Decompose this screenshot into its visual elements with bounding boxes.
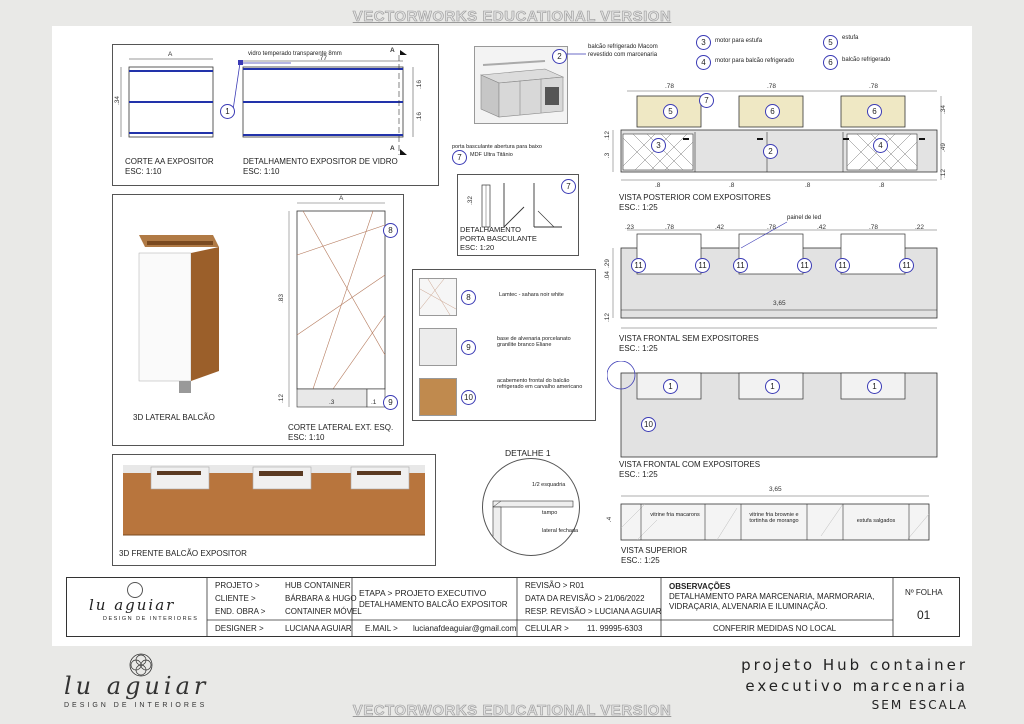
vista-frontal-com xyxy=(607,361,947,486)
vfc-title: VISTA FRONTAL COM EXPOSITORES xyxy=(619,460,761,469)
porta-scale: ESC: 1:20 xyxy=(460,243,495,252)
folha-label: Nº FOLHA xyxy=(905,588,943,597)
vfs-left-04: .04 xyxy=(604,270,612,281)
watermark-bottom: VECTORWORKS EDUCATIONAL VERSION xyxy=(352,702,672,719)
vidro-title: DETALHAMENTO EXPOSITOR DE VIDRO xyxy=(243,157,398,166)
legend-marker-4: 4 xyxy=(696,55,711,70)
cl-marker-8: 8 xyxy=(383,223,398,238)
vp-dim-3: .78 xyxy=(869,83,879,90)
section-a-top: A xyxy=(390,47,395,54)
balcao-ref-note-2: revestido com marcenaria xyxy=(588,52,658,58)
drawing-sheet xyxy=(52,26,972,646)
panel-frente-3d xyxy=(112,454,436,566)
revisao: REVISÃO > R01 xyxy=(525,581,585,590)
titleblock-logo-sub: DESIGN DE INTERIORES xyxy=(103,616,199,622)
footer-line-2: executivo marcenaria xyxy=(745,677,968,695)
dim-32: .32 xyxy=(467,195,475,206)
vs-label-1: vitrine fria macarons xyxy=(650,512,700,518)
panel-corte-aa xyxy=(112,44,439,186)
etapa-sub: DETALHAMENTO BALCÃO EXPOSITOR xyxy=(359,600,508,609)
panel-materials xyxy=(412,269,596,421)
section-a-bottom: A xyxy=(390,145,395,152)
vs-title: VISTA SUPERIOR xyxy=(621,546,688,555)
vfs-marker-11a: 11 xyxy=(631,258,646,273)
designer-value: LUCIANA AGUIAR xyxy=(285,624,352,633)
marker-1: 1 xyxy=(220,104,235,119)
dim-16a: .16 xyxy=(416,79,424,90)
vfs-dim-2: .78 xyxy=(665,224,675,231)
cliente-value: BÁRBARA & HUGO xyxy=(285,594,357,603)
swatch-lamtec xyxy=(419,278,457,316)
designer-label: DESIGNER > xyxy=(215,624,264,633)
vs-total: 3,65 xyxy=(769,486,782,493)
conferir-medidas: CONFERIR MEDIDAS NO LOCAL xyxy=(713,624,837,633)
vp-marker-3: 3 xyxy=(651,138,666,153)
folha-value: 01 xyxy=(917,608,931,622)
dim-16b: .16 xyxy=(416,111,424,122)
legend-text-6: balcão refrigerado xyxy=(842,57,891,63)
vs-scale: ESC.: 1:25 xyxy=(621,556,660,565)
cl-title: CORTE LATERAL EXT. ESQ. xyxy=(288,423,394,432)
detalhe1-l1: 1/2 esquadria xyxy=(532,482,566,488)
cl-dim-12: .12 xyxy=(278,393,286,404)
marker-7: 7 xyxy=(452,150,467,165)
mat-marker-10: 10 xyxy=(461,390,476,405)
obs-line-2: VIDRAÇARIA, ALVENARIA E ILUMINAÇÃO. xyxy=(669,602,828,611)
panel-lateral xyxy=(112,194,404,446)
cliente-label: CLIENTE > xyxy=(215,594,256,603)
vfc-marker-1c: 1 xyxy=(867,379,882,394)
vfc-marker-1b: 1 xyxy=(765,379,780,394)
cl-marker-9: 9 xyxy=(383,395,398,410)
vfc-marker-10: 10 xyxy=(641,417,656,432)
cl-dim-1: .1 xyxy=(371,399,377,406)
detalhe1-l3: lateral fechada xyxy=(542,528,579,534)
celular-label: CELULAR > xyxy=(525,624,569,633)
vp-marker-7: 7 xyxy=(699,93,714,108)
obs-title: OBSERVAÇÕES xyxy=(669,582,731,591)
vfs-marker-11f: 11 xyxy=(899,258,914,273)
lateral3d-title: 3D LATERAL BALCÃO xyxy=(133,413,215,422)
swatch-carvalho xyxy=(419,378,457,416)
watermark-top: VECTORWORKS EDUCATIONAL VERSION xyxy=(352,8,672,25)
legend-text-5: estufa xyxy=(842,35,859,41)
vp-bot-3: .8 xyxy=(805,182,811,189)
vp-marker-2: 2 xyxy=(763,144,778,159)
vista-superior xyxy=(607,488,947,568)
footer-logo-script: lu aguiar xyxy=(64,672,210,700)
lateral-3d-render xyxy=(113,195,403,445)
vp-side-49: .49 xyxy=(940,142,948,153)
balcao-ref-note-1: balcão refrigerado Macom xyxy=(588,44,658,50)
marker-2: 2 xyxy=(552,49,567,64)
vfs-left-29: .29 xyxy=(604,258,612,269)
projeto-value: HUB CONTAINER xyxy=(285,581,351,590)
vfc-scale: ESC.: 1:25 xyxy=(619,470,658,479)
title-block xyxy=(66,577,960,637)
vfc-marker-1a: 1 xyxy=(663,379,678,394)
vp-marker-5: 5 xyxy=(663,104,678,119)
porta-title-1: DETALHAMENTO xyxy=(460,225,521,234)
footer-line-1: projeto Hub container xyxy=(741,656,968,674)
vfs-dim-4: .78 xyxy=(767,224,777,231)
dim-77: .77 xyxy=(318,55,328,62)
obs-line-1: DETALHAMENTO PARA MARCENARIA, MARMORARIA, xyxy=(669,592,875,601)
footer-line-3: SEM ESCALA xyxy=(871,698,968,712)
vs-label-3: estufa salgados xyxy=(856,518,896,524)
porta-note-1: porta basculante abertura para baixo xyxy=(452,144,542,150)
swatch-granilite xyxy=(419,328,457,366)
vp-scale: ESC.: 1:25 xyxy=(619,203,658,212)
legend-marker-6: 6 xyxy=(823,55,838,70)
corte-aa-scale: ESC: 1:10 xyxy=(125,167,162,176)
legend-marker-3: 3 xyxy=(696,35,711,50)
vp-side-12: .12 xyxy=(940,168,948,179)
mat-text-10: acabemento frontal do balcão refrigerado em carvalho americano xyxy=(497,378,583,391)
vfs-marker-11c: 11 xyxy=(733,258,748,273)
email-label: E.MAIL > xyxy=(365,624,398,633)
vp-title: VISTA POSTERIOR COM EXPOSITORES xyxy=(619,193,771,202)
vs-label-2: vitrine fria brownie e tortinha de morango xyxy=(749,512,799,525)
vp-side-34: .34 xyxy=(940,104,948,115)
detalhe1-circle xyxy=(482,458,580,556)
vp-bot-4: .8 xyxy=(879,182,885,189)
vp-marker-6a: 6 xyxy=(765,104,780,119)
etapa: ETAPA > PROJETO EXECUTIVO xyxy=(359,588,487,598)
vfs-marker-11e: 11 xyxy=(835,258,850,273)
vp-left-12: .12 xyxy=(604,130,612,141)
vfs-dim-1: .23 xyxy=(625,224,635,231)
mat-text-9: base de alvenaria porcelanato granilite branco Eliane xyxy=(497,336,571,349)
detalhe1-title: DETALHE 1 xyxy=(505,448,551,458)
cl-dim-3: .3 xyxy=(329,399,335,406)
mat-marker-9: 9 xyxy=(461,340,476,355)
vp-marker-6b: 6 xyxy=(867,104,882,119)
frente3d-title: 3D FRENTE BALCÃO EXPOSITOR xyxy=(119,549,247,558)
vfs-marker-11b: 11 xyxy=(695,258,710,273)
vp-dim-1: .78 xyxy=(665,83,675,90)
painel-led: painel de led xyxy=(787,215,822,221)
celular-value: 11. 99995-6303 xyxy=(587,624,643,633)
email-value: lucianafdeaguiar@gmail.com xyxy=(413,624,517,633)
mat-marker-8: 8 xyxy=(461,290,476,305)
vfs-title: VISTA FRONTAL SEM EXPOSITORES xyxy=(619,334,759,343)
marker-7b: 7 xyxy=(561,179,576,194)
porta-note-2: MDF Ultra Titânio xyxy=(470,152,513,158)
vs-dim-4: .4 xyxy=(606,516,614,523)
detalhe1-l2: tampo xyxy=(542,510,558,516)
cl-dim-a: A xyxy=(339,195,344,202)
vista-frontal-sem xyxy=(604,204,947,354)
vfs-left-12: .12 xyxy=(604,312,612,323)
titleblock-logo-script: lu aguiar xyxy=(89,596,176,614)
vp-bot-2: .8 xyxy=(729,182,735,189)
vp-bot-1: .8 xyxy=(655,182,661,189)
corte-aa-title: CORTE AA EXPOSITOR xyxy=(125,157,214,166)
end-value: CONTAINER MÓVEL xyxy=(285,607,362,616)
cl-dim-83: .83 xyxy=(278,293,286,304)
footer-logo-sub: DESIGN DE INTERIORES xyxy=(64,702,208,709)
vfs-dim-5: .42 xyxy=(817,224,827,231)
data-revisao: DATA DA REVISÃO > 21/06/2022 xyxy=(525,594,645,603)
legend-text-4: motor para balcão refrigerado xyxy=(715,58,795,64)
vista-posterior xyxy=(604,83,948,218)
glass-note: vidro temperado transparente 8mm xyxy=(248,51,342,57)
vfs-scale: ESC.: 1:25 xyxy=(619,344,658,353)
vidro-scale: ESC: 1:10 xyxy=(243,167,280,176)
legend-text-3: motor para estufa xyxy=(715,38,763,44)
projeto-label: PROJETO > xyxy=(215,581,260,590)
vp-dim-2: .78 xyxy=(767,83,777,90)
vfs-dim-7: .22 xyxy=(915,224,925,231)
dim-a: A xyxy=(168,51,173,58)
porta-title-2: PORTA BASCULANTE xyxy=(460,234,537,243)
panel-porta-basculante xyxy=(457,174,579,256)
vfs-dim-6: .78 xyxy=(869,224,879,231)
vp-marker-4: 4 xyxy=(873,138,888,153)
cl-scale: ESC: 1:10 xyxy=(288,433,325,442)
vfs-dim-3: .42 xyxy=(715,224,725,231)
vp-left-3: .3 xyxy=(604,152,612,159)
dim-34: .34 xyxy=(114,95,122,106)
legend-marker-5: 5 xyxy=(823,35,838,50)
mat-text-8: Lamtec - sahara noir white xyxy=(499,292,564,298)
vfs-total: 3,65 xyxy=(773,300,786,307)
vfs-marker-11d: 11 xyxy=(797,258,812,273)
end-label: END. OBRA > xyxy=(215,607,266,616)
resp-revisao: RESP. REVISÃO > LUCIANA AGUIAR xyxy=(525,607,662,616)
